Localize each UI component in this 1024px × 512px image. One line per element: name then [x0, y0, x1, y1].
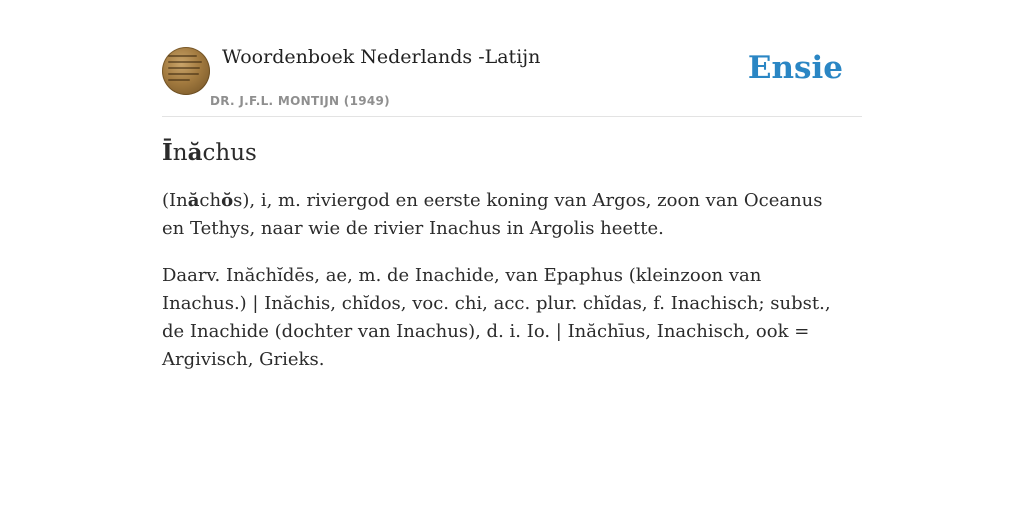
definition-part: (In — [162, 190, 188, 211]
headword-part: n — [172, 140, 188, 166]
definition-part: s), i, m. riviergod en eerste koning van Argos, zoon van Oceanus en Tethys, naar wie de rivier Inachus in Argolis heette. — [162, 190, 823, 239]
headword — [162, 136, 842, 170]
book-title[interactable]: Woordenboek Nederlands -Latijn — [222, 46, 541, 68]
headword-part: chus — [202, 140, 257, 166]
headword-part: ă — [187, 139, 203, 166]
coin-inscription-icon[interactable] — [162, 47, 210, 95]
author-label: DR. J.F.L. MONTIJN (1949) — [210, 94, 390, 108]
definition-paragraph — [162, 187, 842, 243]
definition-part: ch — [199, 190, 222, 211]
ensie-logo-link[interactable]: Ensie — [747, 50, 843, 86]
dictionary-header — [162, 44, 862, 117]
derivatives-paragraph: Daarv. Inăchĭdēs, ae, m. de Inachide, van Epaphus (kleinzoon van Inachus.) | Inăchis, chĭdos, voc. chi, acc. plur. chĭdas, f. Inachisch; subst., de Inachide (dochter van Inachus), d. i. Io. | Inăchīus, Inachisch, ook = Argivisch, Grieks. — [162, 265, 831, 370]
definition-part: ă — [187, 190, 200, 211]
dictionary-entry — [162, 136, 842, 393]
definition-part: ŏ — [221, 190, 234, 211]
headword-part: Ī — [162, 139, 173, 166]
